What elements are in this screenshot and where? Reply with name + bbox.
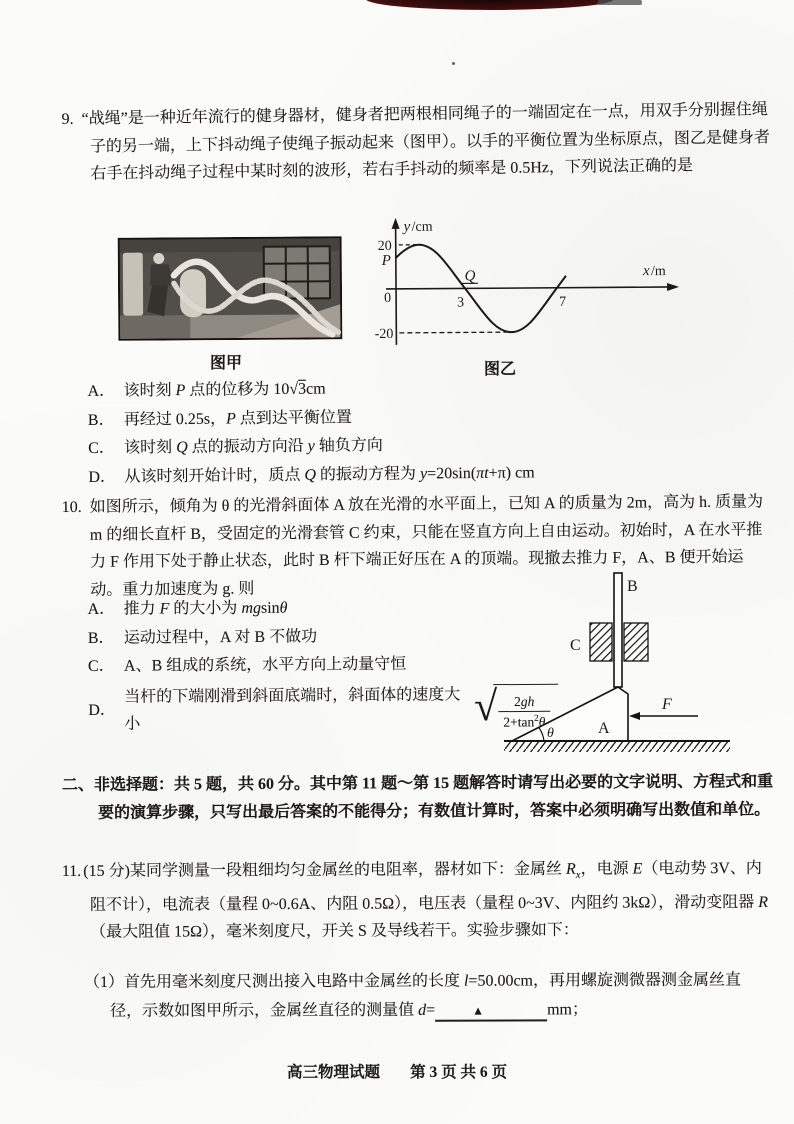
- battle-rope-photo: [118, 236, 343, 341]
- option-label: A．: [87, 600, 116, 619]
- question-9-text: “战绳”是一种近年流行的健身器材，健身者把两根相同绳子的一端固定在一点，用双手分别握住绳子的另一端，上下抖动绳子使绳子振动起来（图甲）。以手的平衡位置为坐标原点，图乙是健身者右手在抖动绳子过程中某时刻的波形，若右手抖动的频率是 0.5Hz，下列说法正确的是: [81, 101, 771, 183]
- option-text: 当杆的下端刚滑到斜面底端时，斜面体的速度大小: [124, 685, 461, 733]
- question-9-stem: [61, 96, 770, 188]
- point-p-label: P: [381, 252, 391, 270]
- incline-rod-diagram: [498, 569, 736, 755]
- scan-speck: [452, 62, 455, 65]
- collar-right: [624, 623, 648, 661]
- x-axis-label-var: x: [642, 263, 650, 280]
- trough-dashed-line: [399, 332, 509, 333]
- xtick-3: 3: [457, 295, 465, 311]
- section-2-lead: 非选择题：共 5 题，共 60 分。其中第 11 题～第 15 题解答时请: [93, 774, 534, 794]
- scan-artifact-streak: [598, 0, 642, 5]
- option-label: D．: [88, 468, 117, 486]
- figure-caption-jia: 图甲: [209, 355, 242, 372]
- y-axis-label-unit: /cm: [411, 219, 433, 235]
- option-label: C．: [87, 657, 115, 675]
- footer-title: 高三物理试题: [287, 1064, 381, 1081]
- angle-label: θ: [547, 726, 554, 741]
- option-text: 再经过 0.25s，P 点到达平衡位置: [123, 408, 352, 429]
- option-text: 从该时刻开始计时，质点 Q 的振动方程为 y=20sin(πt+π) cm: [124, 463, 535, 486]
- option-text: 该时刻 P 点的位移为 10√3cm: [123, 380, 326, 400]
- xtick-7: 7: [559, 294, 567, 310]
- scan-artifact-arc: [366, 0, 614, 10]
- wave-graph: [366, 213, 687, 351]
- question-10-options: [88, 593, 559, 738]
- footer-page-number: 第 3 页 共 6 页: [410, 1064, 507, 1081]
- rod-label: B: [627, 578, 638, 595]
- ytick-20: 20: [377, 238, 392, 255]
- question-10-option-b: [88, 621, 558, 653]
- page-footer: [0, 1060, 794, 1082]
- y-axis: [396, 224, 397, 345]
- force-arrow-head-icon: [629, 712, 640, 720]
- point-q-label: Q: [464, 268, 476, 285]
- ytick-0: 0: [384, 290, 392, 306]
- option-text: A、B 组成的系统，水平方向上动量守恒: [123, 655, 407, 675]
- question-11-stem: [62, 855, 770, 947]
- option-text: 该时刻 Q 点的振动方向沿 y 轴负方向: [124, 436, 383, 457]
- formula-numerator: 2gh: [514, 694, 535, 710]
- section-2-number: 二、: [61, 776, 94, 795]
- collar-left: [590, 623, 612, 661]
- figure-caption-yi: 图乙: [483, 361, 516, 378]
- option-label: D．: [88, 701, 116, 719]
- ground-hatching: [504, 742, 730, 752]
- question-11-text: (15 分)某同学测量一段粗细均匀金属丝的电阻率，器材如下：金属丝 $R_x$，电源 E（电动势 3V、内阻不计），电流表（量程 0~0.6A、内阻 0.5Ω），电压表（量程 0~3V、内阻约 3kΩ），滑动变阻器 R（最大阻值 15Ω），毫米刻度尺，开关 S 及导线若干。实验步骤如下：: [83, 859, 769, 942]
- question-9-number: 9.: [61, 110, 74, 129]
- ytick-neg20: -20: [374, 326, 394, 343]
- question-9-option-d: [88, 457, 728, 492]
- y-axis-arrow-icon: [392, 218, 400, 229]
- question-10-text: 如图所示，倾角为 θ 的光滑斜面体 A 放在光滑的水平面上，已知 A 的质量为 2m，高为 h. 质量为 m 的细长直杆 B，受固定的光滑套管 C 约束，只能在竖直方向上自由运动。初始时，A 在水平推力 F 作用下处于静止状态，此时 B 杆下端正好压在 A 的顶端。现撤去推力 F，A、B 便开始运动。重力加速度为 g. 则: [89, 493, 764, 599]
- option-label: C．: [88, 439, 115, 457]
- formula-denominator: $2+\tan^2\theta$: [498, 711, 550, 731]
- section-2-heading: [62, 768, 782, 827]
- option-label: B．: [87, 629, 115, 647]
- block-label: A: [598, 720, 610, 737]
- force-label: F: [662, 696, 672, 713]
- option-text: 推力 F 的大小为 mgsinθ: [123, 599, 288, 618]
- section-2-emphasis: 写出必要的文字说明、方程式和重要的演算步骤，只写出最后答案的不能得分；有数值计算时，答案中必须明确写出数值和单位。: [98, 773, 774, 822]
- question-10-option-a: [88, 593, 558, 625]
- rod-b: [614, 573, 622, 687]
- y-axis-label-var: y: [403, 218, 411, 235]
- question-10-option-c: [88, 650, 558, 682]
- x-axis-arrow-icon: [667, 283, 679, 291]
- question-10-number: 10.: [61, 498, 82, 517]
- radical-sign: √: [473, 683, 498, 730]
- question-11-number: 11.: [61, 862, 82, 881]
- option-label: A．: [87, 382, 116, 401]
- x-axis-label-unit: /m: [650, 264, 666, 280]
- incline-a: [512, 687, 628, 741]
- light-column: [123, 253, 143, 316]
- question-9-options: [87, 371, 728, 492]
- x-axis: [386, 287, 672, 289]
- option-label: B．: [87, 411, 115, 429]
- collar-label: C: [570, 637, 581, 654]
- question-11-item-1: [84, 966, 758, 1026]
- option-text: 运动过程中，A 对 B 不做功: [123, 627, 318, 647]
- item-1-text: （1）首先用毫米刻度尺测出接入电路中金属丝的长度 l=50.00cm，再用螺旋测微器测金属丝直径，示数如图甲所示，金属丝直径的测量值 d= ▲ mm；: [83, 971, 742, 1020]
- window-grid: [264, 246, 330, 298]
- question-10-option-d: [88, 680, 558, 737]
